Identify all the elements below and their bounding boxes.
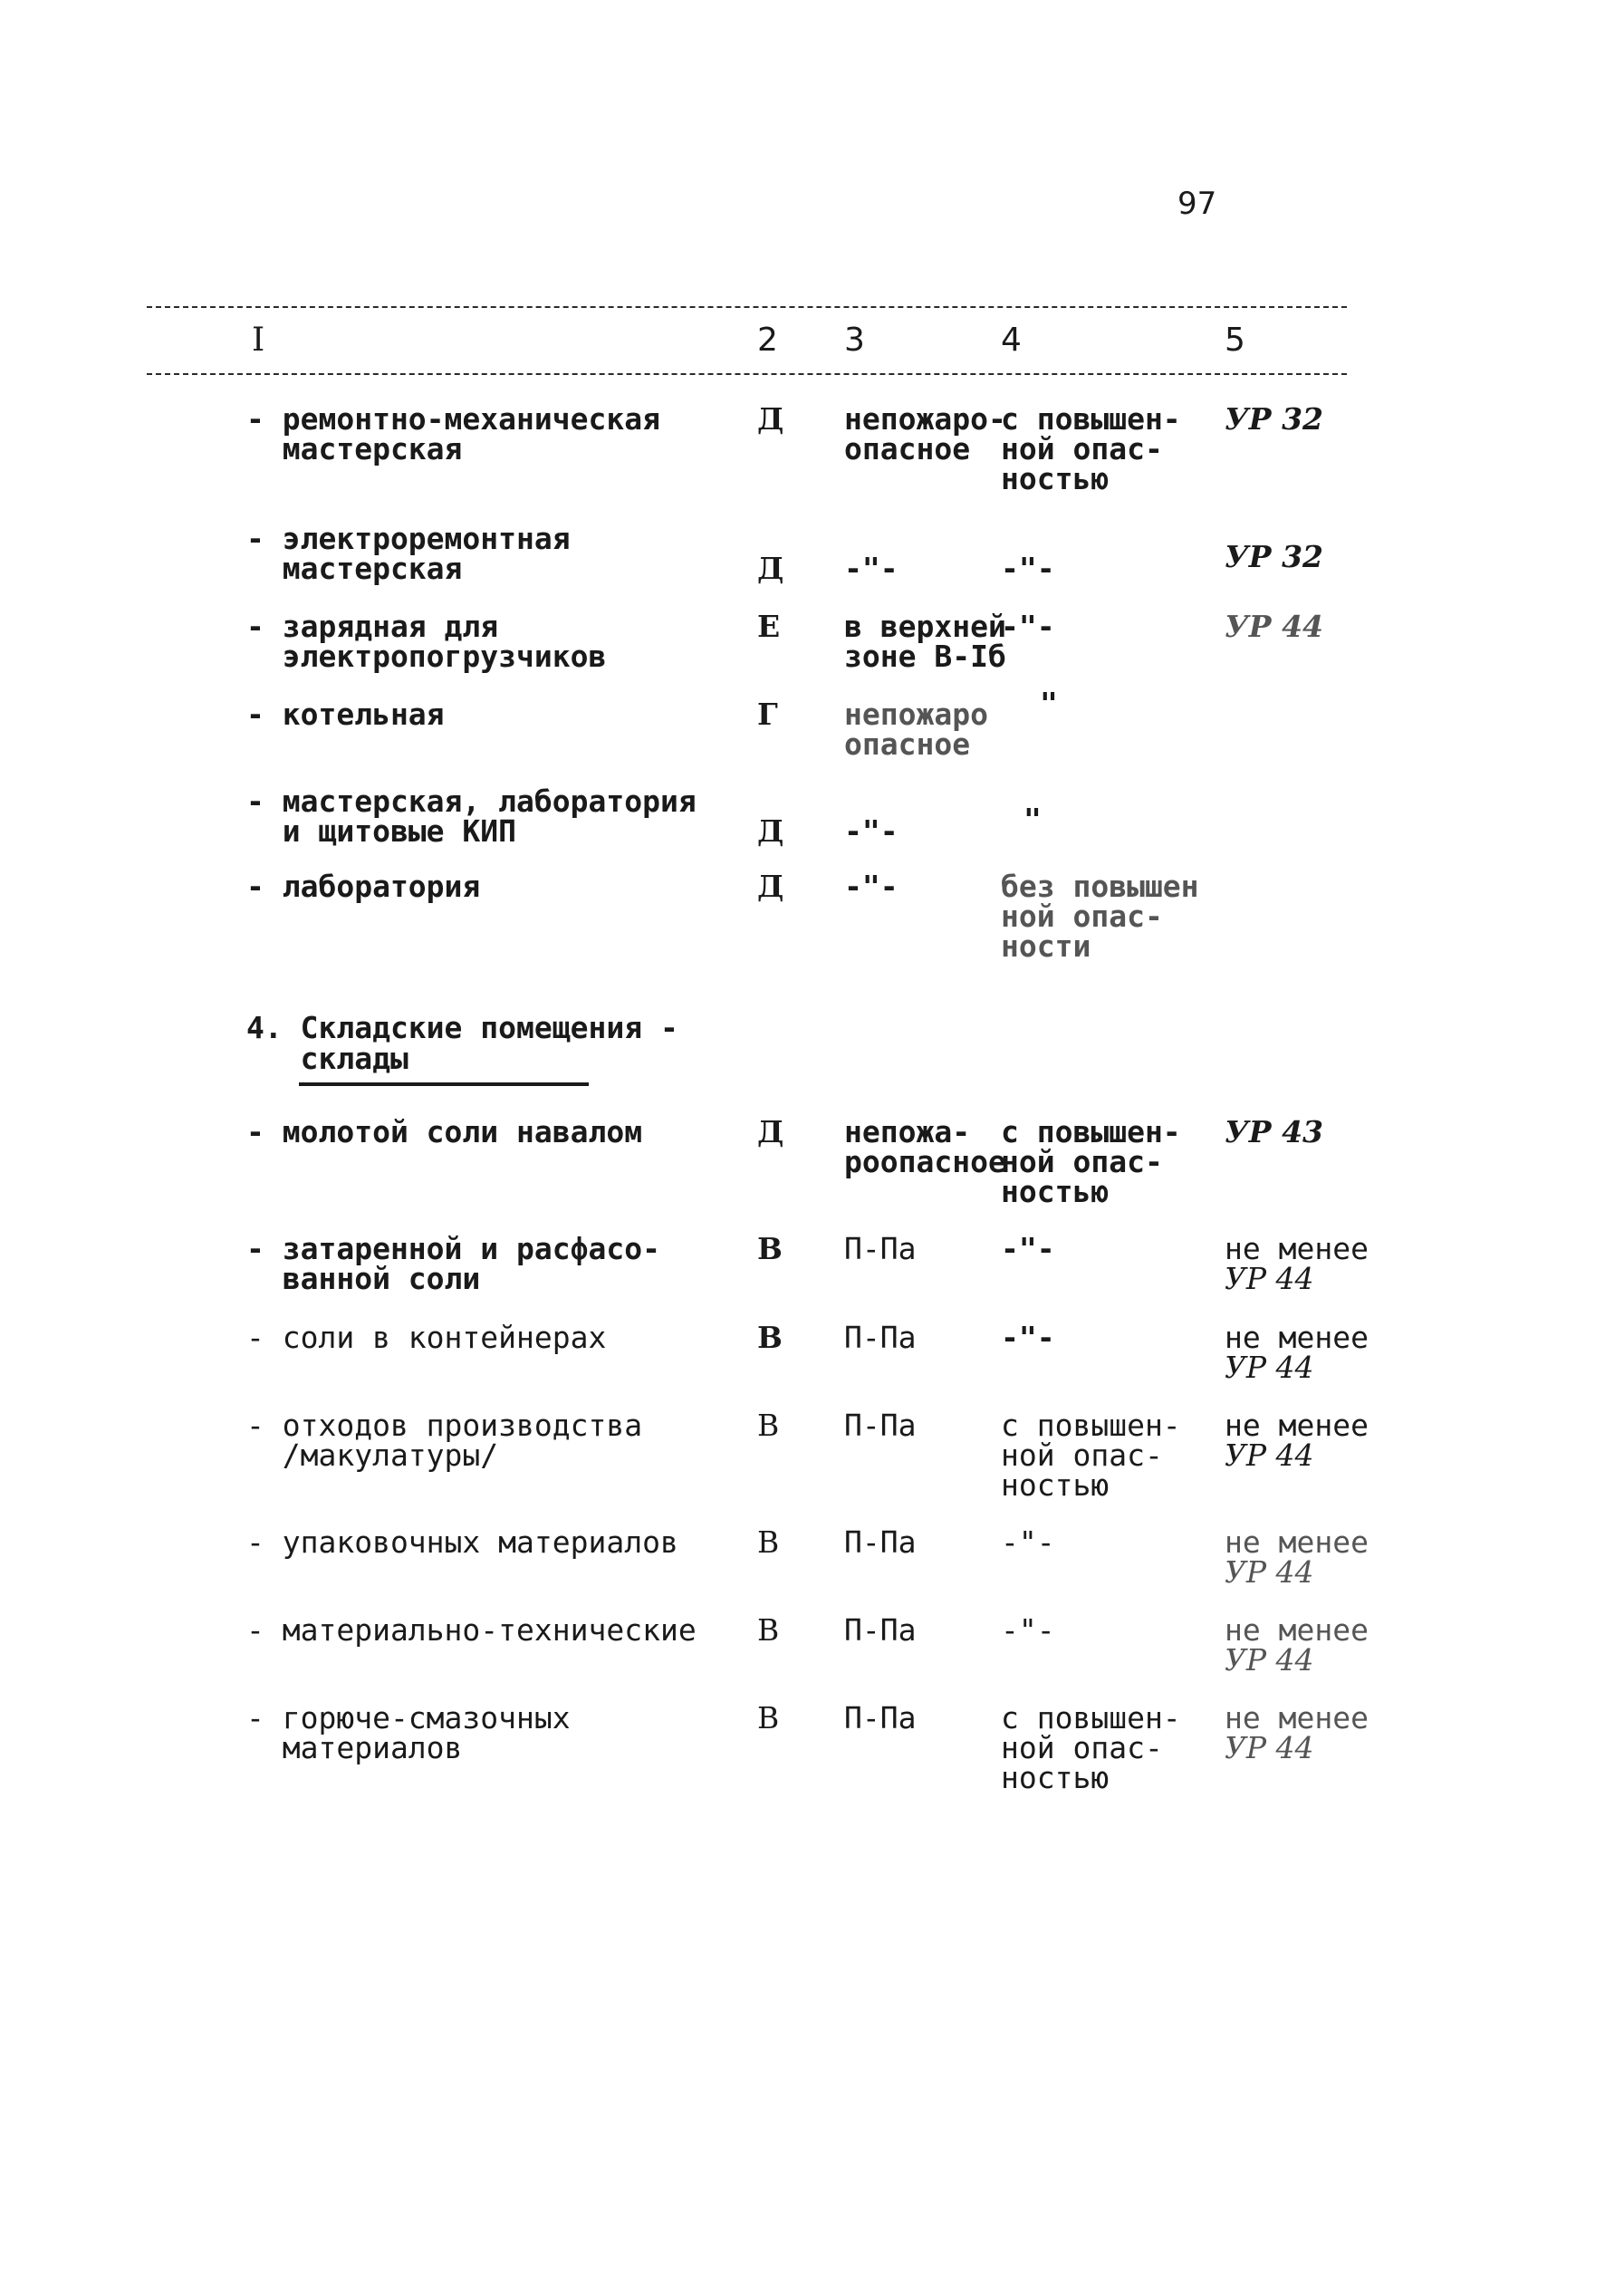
row-reference: УР 43 <box>1225 1114 1324 1149</box>
row-reference: УР 44 <box>1225 609 1324 644</box>
row-name: - лаборатория <box>246 869 481 904</box>
row-hazard: с повышен- ной опас- ностью <box>1001 401 1181 496</box>
section-underline <box>299 1082 589 1086</box>
row-category: Д <box>757 869 784 904</box>
row-fire-class: в верхней зоне В-Iб <box>844 609 1006 674</box>
row-name: - котельная <box>246 697 445 732</box>
row-hazard: с повышен- ной опас- ностью <box>1001 1114 1181 1209</box>
row-category: В <box>757 1612 780 1648</box>
row-category: Д <box>757 551 784 586</box>
row-hazard: -"- <box>1001 1524 1055 1560</box>
row-fire-class: П-Па <box>844 1700 917 1735</box>
row-reference: УР 32 <box>1225 401 1324 437</box>
row-category: В <box>757 1320 783 1355</box>
row-category: Г <box>757 697 778 732</box>
row-reference: не менее УР 44 <box>1225 1231 1369 1296</box>
row-name: - зарядная для электропогрузчиков <box>246 609 607 674</box>
row-category: Е <box>757 609 781 644</box>
column-header-3: 3 <box>844 322 865 359</box>
row-name: - молотой соли навалом <box>246 1114 643 1149</box>
column-header-2: 2 <box>757 322 778 359</box>
row-hazard: " <box>1023 802 1042 837</box>
row-fire-class: непожаро опасное <box>844 697 988 762</box>
row-name: - отходов производства /макулатуры/ <box>246 1408 643 1473</box>
row-category: В <box>757 1408 780 1443</box>
row-category: В <box>757 1700 780 1735</box>
row-fire-class: П-Па <box>844 1231 917 1266</box>
table-rule-top <box>147 306 1347 308</box>
row-hazard: -"- <box>1001 551 1055 586</box>
section-title: 4. Складские помещения - склады <box>246 1010 678 1076</box>
row-hazard: " <box>1040 686 1058 721</box>
row-category: Д <box>757 401 784 437</box>
row-reference: не менее УР 44 <box>1225 1524 1369 1590</box>
row-hazard: -"- <box>1001 609 1055 644</box>
row-fire-class: П-Па <box>844 1320 917 1355</box>
table-rule-header <box>147 373 1347 375</box>
row-name: - мастерская, лаборатория и щитовые КИП <box>246 784 697 849</box>
row-category: Д <box>757 1114 784 1149</box>
column-header-4: 4 <box>1001 322 1022 359</box>
row-reference: не менее УР 44 <box>1225 1700 1369 1765</box>
row-fire-class: -"- <box>844 813 898 849</box>
column-header-1: I <box>252 322 265 359</box>
row-name: - затаренной и расфасо- ванной соли <box>246 1231 660 1296</box>
row-category: В <box>757 1231 783 1266</box>
row-hazard: с повышен- ной опас- ностью <box>1001 1700 1181 1795</box>
row-fire-class: П-Па <box>844 1612 917 1648</box>
row-reference: не менее УР 44 <box>1225 1408 1369 1473</box>
row-name: - горюче-смазочных материалов <box>246 1700 571 1765</box>
row-name: - электроремонтная мастерская <box>246 521 571 586</box>
page-number: 97 <box>1177 186 1217 222</box>
row-hazard: -"- <box>1001 1612 1055 1648</box>
row-name: - упаковочных материалов <box>246 1524 678 1560</box>
row-fire-class: непожа- роопасное <box>844 1114 1006 1179</box>
row-hazard: -"- <box>1001 1231 1055 1266</box>
row-name: - соли в контейнерах <box>246 1320 607 1355</box>
row-category: Д <box>757 813 784 849</box>
row-category: В <box>757 1524 780 1560</box>
row-name: - материально-технические <box>246 1612 697 1648</box>
row-reference: УР 32 <box>1225 539 1324 574</box>
row-reference: не менее УР 44 <box>1225 1320 1369 1385</box>
row-name: - ремонтно-механическая мастерская <box>246 401 660 466</box>
row-fire-class: П-Па <box>844 1408 917 1443</box>
row-fire-class: непожаро- опасное <box>844 401 1006 466</box>
row-reference: не менее УР 44 <box>1225 1612 1369 1678</box>
row-hazard: без повышен ной опас- ности <box>1001 869 1199 964</box>
row-fire-class: -"- <box>844 869 898 904</box>
column-header-5: 5 <box>1225 322 1245 359</box>
row-hazard: -"- <box>1001 1320 1055 1355</box>
row-fire-class: П-Па <box>844 1524 917 1560</box>
row-fire-class: -"- <box>844 551 898 586</box>
row-hazard: с повышен- ной опас- ностью <box>1001 1408 1181 1503</box>
